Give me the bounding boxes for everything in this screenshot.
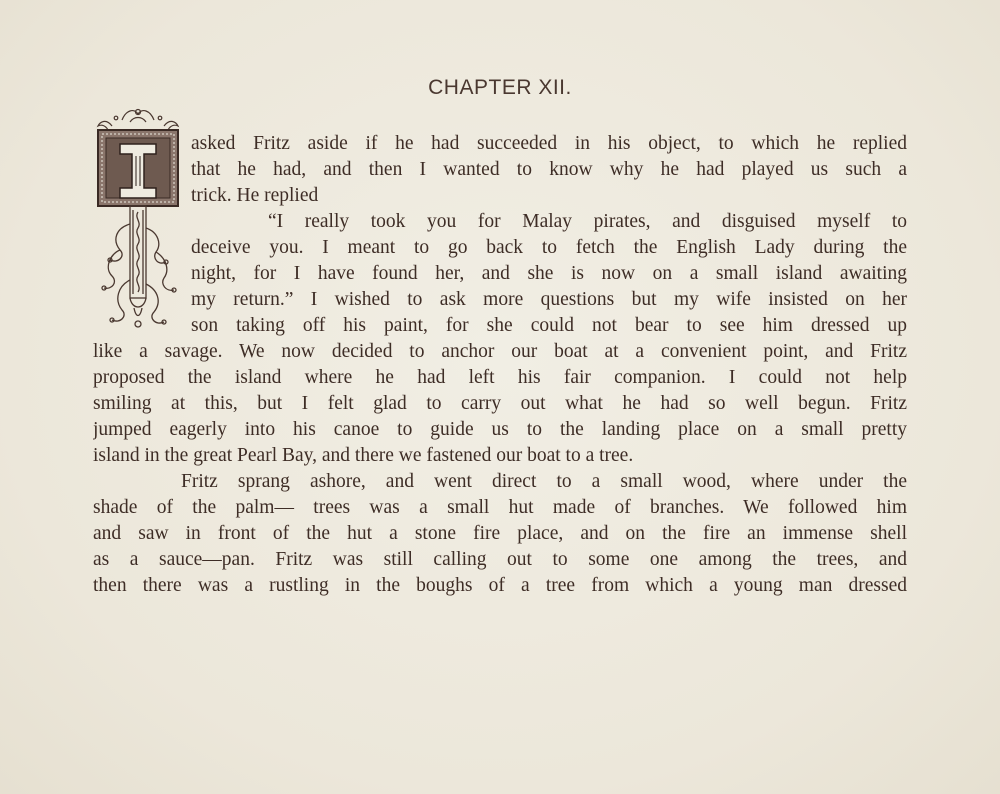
text-line-12: jumped eagerly into his canoe to guide us to the landing place on a small pretty [93,419,907,440]
text-line-10: proposed the island where he had left his fair companion. I could not help [93,367,907,388]
ornamental-drop-cap-icon [92,104,184,336]
text-line-3: trick. He replied [191,185,319,206]
text-line-14: Fritz sprang ashore, and went direct to a small wood, where under the [181,471,907,492]
text-line-8: son taking off his paint, for she could not bear to see him dressed up [191,315,907,336]
text-line-17: as a sauce—pan. Fritz was still calling out to some one among the trees, and [93,549,907,570]
text-line-13: island in the great Pearl Bay, and there we fastened our boat to a tree. [93,445,634,466]
chapter-title: CHAPTER XII. [428,76,572,99]
text-line-9: like a savage. We now decided to anchor our boat at a convenient point, and Fritz [93,341,907,362]
text-line-6: night, for I have found her, and she is now on a small island awaiting [191,263,907,284]
text-line-2: that he had, and then I wanted to know why he had played us such a [191,159,907,180]
text-line-7: my return.” I wished to ask more questions but my wife insisted on her [191,289,907,310]
text-line-15: shade of the palm— trees was a small hut made of branches. We followed him [93,497,907,518]
text-line-16: and saw in front of the hut a stone fire place, and on the fire an immense shell [93,523,907,544]
text-line-5: deceive you. I meant to go back to fetch the English Lady during the [191,237,907,258]
text-line-4: “I really took you for Malay pirates, and disguised myself to [268,211,907,232]
text-line-18: then there was a rustling in the boughs of a tree from which a young man dressed [93,575,907,596]
text-line-1: asked Fritz aside if he had succeeded in his object, to which he replied [191,133,907,154]
text-line-11: smiling at this, but I felt glad to carry out what he had so well begun. Fritz [93,393,907,414]
